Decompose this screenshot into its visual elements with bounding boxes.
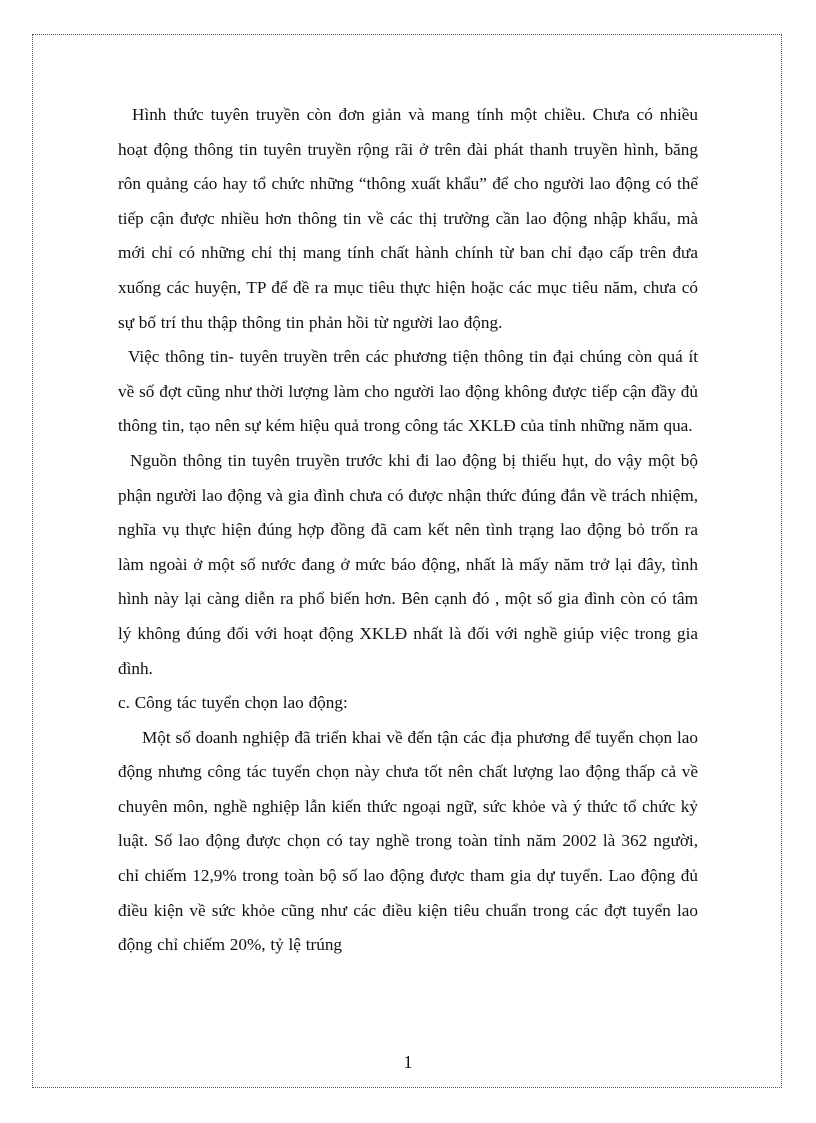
section-heading: c. Công tác tuyển chọn lao động: xyxy=(118,693,348,713)
paragraph-1: Hình thức tuyên truyền còn đơn giản và mang tính một chiều. Chưa có nhiều hoạt động thông tin tuyên truyền rộng rãi ở trên đài phát thanh truyền hình, băng rôn quảng cáo hay tổ chức những “thông xuất khẩu” để cho người lao động có thể tiếp cận được nhiều hơn thông tin về các thị trường cần lao động nhập khẩu, mà mới chỉ có những chỉ thị mang tính chất hành chính từ ban chỉ đạo cấp trên đưa xuống các huyện, TP để đề ra mục tiêu thực hiện hoặc các mục tiêu năm, chưa có sự bố trí thu thập thông tin phản hồi từ người lao động. xyxy=(118,105,698,332)
paragraph-3: Nguồn thông tin tuyên truyền trước khi đi lao động bị thiếu hụt, do vậy một bộ phận người lao động và gia đình chưa có được nhận thức đúng đắn về trách nhiệm, nghĩa vụ thực hiện đúng hợp đồng đã cam kết nên tình trạng lao động bỏ trốn ra làm ngoài ở một số nước đang ở mức báo động, nhất là mấy năm trở lại đây, tình hình này lại càng diễn ra phổ biến hơn. Bên cạnh đó , một số gia đình còn có tâm lý không đúng đối với hoạt động XKLĐ nhất là đối với nghề giúp việc trong gia đình. xyxy=(118,450,698,678)
page-number: 1 xyxy=(403,1052,413,1072)
document-body xyxy=(118,98,698,963)
paragraph-2: Việc thông tin- tuyên truyền trên các phương tiện thông tin đại chúng còn quá ít về số đợt cũng như thời lượng làm cho người lao động không được tiếp cận đầy đủ thông tin, tạo nên sự kém hiệu quả trong công tác XKLĐ của tỉnh những năm qua. xyxy=(118,347,698,436)
paragraph-4: Một số doanh nghiệp đã triển khai về đến tận các địa phương để tuyển chọn lao động nhưng công tác tuyển chọn này chưa tốt nên chất lượng lao động thấp cả về chuyên môn, nghề nghiệp lẫn kiến thức ngoại ngữ, sức khỏe và ý thức tổ chức kỷ luật. Số lao động được chọn có tay nghề trong toàn tỉnh năm 2002 là 362 người, chỉ chiếm 12,9% trong toàn bộ số lao động được tham gia dự tuyển. Lao động đủ điều kiện về sức khỏe cũng như các điều kiện tiêu chuẩn trong các đợt tuyển lao động chỉ chiếm 20%, tỷ lệ trúng xyxy=(118,727,698,955)
